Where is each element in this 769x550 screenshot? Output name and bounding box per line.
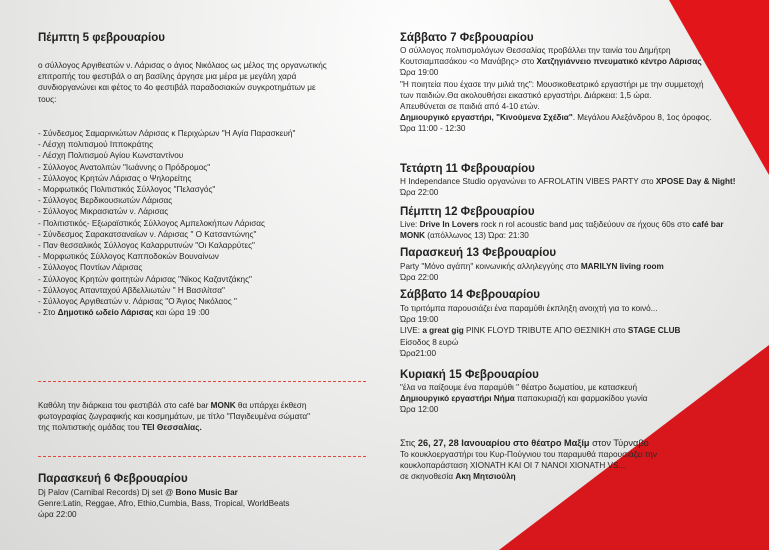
heading-friday-13: Παρασκευή 13 Φεβρουαρίου: [400, 247, 557, 259]
monk-line: φωτογραφίας ζωγραφικής και κοσμημάτων, με τίτλο "Παγιδευμένα σώματα": [38, 412, 311, 422]
list-item: - Σύλλογος Ποντίων Λάρισας: [38, 263, 143, 273]
list-item: - Σύλλογος Κρητών Λάρισας ο Ψηλορείτης: [38, 173, 192, 183]
list-item: - Μορφωτικός Πολιτιστικός Σύλλογος "Πελασγός": [38, 185, 216, 195]
list-item: - Παν θεσσαλικός Σύλλογος Καλαρρυτινών "Οι Καλαρρύτες": [38, 241, 255, 251]
list-item: - Λέσχη Πολιτισμού Αγίου Κωνσταντίνου: [38, 151, 184, 161]
list-item: - Σύλλογος Ανατολιτών "Ιωάννης ο Πρόδρομος": [38, 162, 211, 172]
saturday-14-details: Το τιριτόμπα παρουσιάζει ένα παραμύθι έκπληξη ανοιχτή για το κοινό... Ώρα 19:00 LIVE: a great gig PINK FLOYD TRIBUTE ΑΠΟ ΘΕΣΝΙΚΗ στο STAGE CLUB Είσοδος 8 ευρώ Ώρα21:00: [400, 304, 681, 358]
venue-odeio: Δημοτικό ωδείο Λάρισας: [57, 308, 154, 318]
monk-line: της πολιτιστικής ομάδας του ΤΕΙ Θεσσαλίας.: [38, 423, 202, 433]
list-item: - Σύλλογος Αργιθεατών ν. Λάρισας "Ο Άγιος Νικόλαος ": [38, 297, 237, 307]
intro-line: επιτροπής του φεστιβάλ ο αη βασίλης άργησε μια μέρα με μεγάλη χαρά: [38, 72, 297, 82]
dashed-divider: [38, 381, 366, 382]
monk-line: Καθόλη την διάρκεια του φεστιβάλ στο café bar MONK θα υπάρχει έκθεση: [38, 401, 307, 410]
heading-sunday-15: Κυριακή 15 Φεβρουαρίου: [400, 369, 539, 381]
thursday-12-details: Live: Drive In Lovers rock n rol acoustic band μας ταξιδεύουν σε ήχους 60s στο café bar MONK (απόλλωνος 13) Ώρα: 21:30: [400, 220, 724, 241]
list-item: - Σύλλογος Μικρασιατών ν. Λάρισας: [38, 207, 169, 217]
january-maxim-event: Στις 26, 27, 28 Ιανουαρίου στο θέατρο Μαξίμ στον Τύρναβο Το κουκλοεργαστήρι του Κυρ-Πούγνιου του παραμυθά παρουσιάζει την κουκλοπαράσταση ΧΙΟΝΑΤΗ ΚΑΙ ΟΙ 7 ΝΑΝΟΙ ΧΙΟΝΑΤΗ VS... σε σκηνοθεσία Ακη Μητσιούλη: [400, 438, 657, 482]
list-item: - Σύνδεσμος Σαρακατσαναίων ν. Λάρισας " Ο Κατσαντώνης": [38, 229, 257, 239]
dashed-divider: [38, 456, 366, 457]
saturday-7-details: Ο σύλλογος πολιτισμολόγων Θεσσαλίας προβάλλει την ταινία του Δημήτρη Κουτσιαμπασάκου <ο Μανάβης> στο Χατζηγιάννειο πνευματικό κέντρο Λάρισας Ώρα 19:00 "Η ποιητεία που έχασε την μιλιά της": Μουσικοθεατρικό εργαστήρι με την συμμετοχή των παιδιών.Θα ακολουθήσει εικαστικό εργαστήρι. Διάρκεια: 1,5 ώρα. Απευθύνεται σε παιδιά από 4-10 ετών. Δημιουργικό εργαστήρι, "Κινούμενα Σχέδια". Μεγάλου Αλεξάνδρου 8, 1ος όροφος. Ώρα 11:00 - 12:30: [400, 46, 712, 134]
heading-thursday-12: Πέμπτη 12 Φεβρουαρίου: [400, 206, 535, 218]
list-item: - Σύλλογος Απανταχού Αβδελλιωτών " Η Βασιλίτσα": [38, 285, 225, 295]
intro-line: ο σύλλογος Αργιθεατών ν. Λάρισας ο άγιος Νικόλαος ως μέλος της οργανωτικής: [38, 61, 327, 70]
list-item: - Μορφωτικός Σύλλογος Καπποδοκών Βουναίνων: [38, 252, 219, 262]
list-item-venue: - Στο Δημοτικό ωδείο Λάρισας και ώρα 19 :00: [38, 308, 210, 318]
wednesday-11-details: Η Independance Studio οργανώνει το AFROLATIN VIBES PARTY στο XPOSE Day & Night! Ώρα 22:00: [400, 177, 736, 198]
list-item: - Σύλλογος Κρητών φοιτητών Λάρισας "Νίκος Καζαντζάκης": [38, 274, 252, 284]
friday-6-details: Dj Palov (Carnibal Records) Dj set @ Bono Music Bar Genre:Latin, Reggae, Afro, Ethio,Cumbia, Bass, Tropical, WorldBeats ώρα 22:00: [38, 488, 290, 520]
intro-paragraph: [38, 60, 327, 105]
intro-line: συνδιοργανώνει και φέτος το 4ο φεστιβάλ παραδοσιακών συγκροτημάτων με: [38, 83, 316, 93]
sunday-15-details: "έλα να παίξουμε ένα παραμύθι " θέατρο δωματίου, με κατασκευή Δημιουργικό εργαστήρι Νήμα παπακυριαζή και φαρμακίδου γωνία Ώρα 12:00: [400, 383, 648, 415]
friday-13-details: Party "Μόνο αγάπη" κοινωνικής αλληλεγγύης στο MARILYN living room Ώρα 22:00: [400, 262, 664, 283]
list-item: - Λέσχη πολιτισμού Ιπποκράτης: [38, 140, 154, 150]
list-item: - Σύλλογος Βερδικουσιωτών Λάρισας: [38, 196, 173, 206]
heading-wednesday-11: Τετάρτη 11 Φεβρουαρίου: [400, 163, 535, 175]
heading-friday-6: Παρασκευή 6 Φεβρουαρίου: [38, 473, 188, 485]
heading-saturday-7: Σάββατο 7 Φεβρουαρίου: [400, 32, 534, 44]
groups-list: [38, 128, 295, 318]
intro-line: τους:: [38, 94, 57, 104]
list-item: - Σύνδεσμος Σαμαρινιώτων Λάρισας κ Περιχώρων "Η Αγία Παρασκευή": [38, 129, 296, 138]
list-item: - Πολιτιστικός- Εξωραϊστικός Σύλλογος Αμπελοκήπων Λάρισας: [38, 218, 265, 228]
monk-exhibition-paragraph: [38, 400, 310, 434]
heading-saturday-14: Σάββατο 14 Φεβρουαρίου: [400, 289, 540, 301]
heading-thursday-5: Πέμπτη 5 φεβρουαρίου: [38, 32, 165, 44]
